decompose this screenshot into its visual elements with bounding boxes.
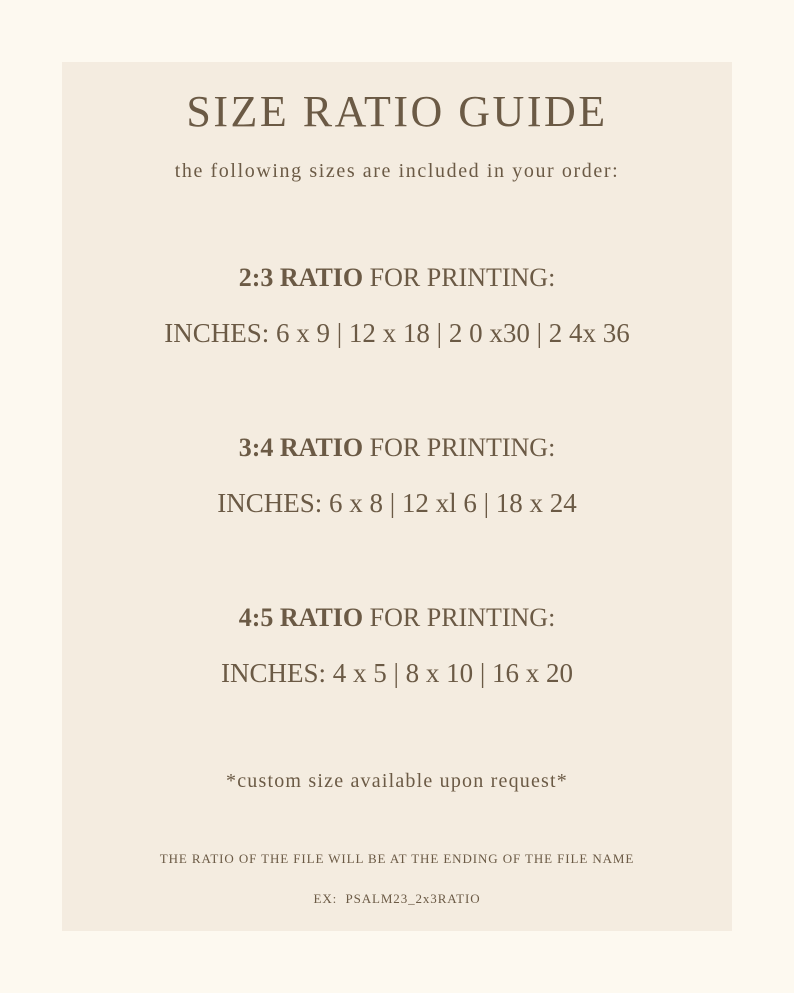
page-title: SIZE RATIO GUIDE — [186, 87, 608, 136]
ratio-label: 4:5 RATIO — [238, 603, 364, 632]
ratio-suffix: FOR PRINTING: — [363, 603, 556, 632]
ratio-label: 2:3 RATIO — [238, 263, 364, 292]
ratio-label: 3:4 RATIO — [238, 433, 364, 462]
ratio-heading-2x3 — [62, 265, 732, 291]
custom-size-note: *custom size available upon request* — [226, 770, 568, 792]
page-subtitle: the following sizes are included in your order: — [174, 160, 620, 182]
ratio-suffix: FOR PRINTING: — [363, 433, 556, 462]
file-ratio-note: THE RATIO OF THE FILE WILL BE AT THE ENDING OF THE FILE NAME — [159, 851, 635, 866]
ratio-heading-3x4 — [62, 435, 732, 461]
size-guide-card — [62, 62, 732, 931]
ratio-heading-4x5 — [62, 605, 732, 631]
inches-list-2x3: INCHES: 6 x 9 | 12 x 18 | 2 0 x30 | 2 4x 36 — [164, 318, 630, 348]
ratio-suffix: FOR PRINTING: — [363, 263, 556, 292]
file-name-example: EX: PSALM23_2x3RATIO — [313, 891, 481, 906]
inches-list-4x5: INCHES: 4 x 5 | 8 x 10 | 16 x 20 — [220, 658, 574, 688]
inches-list-3x4: INCHES: 6 x 8 | 12 xl 6 | 18 x 24 — [217, 488, 577, 518]
